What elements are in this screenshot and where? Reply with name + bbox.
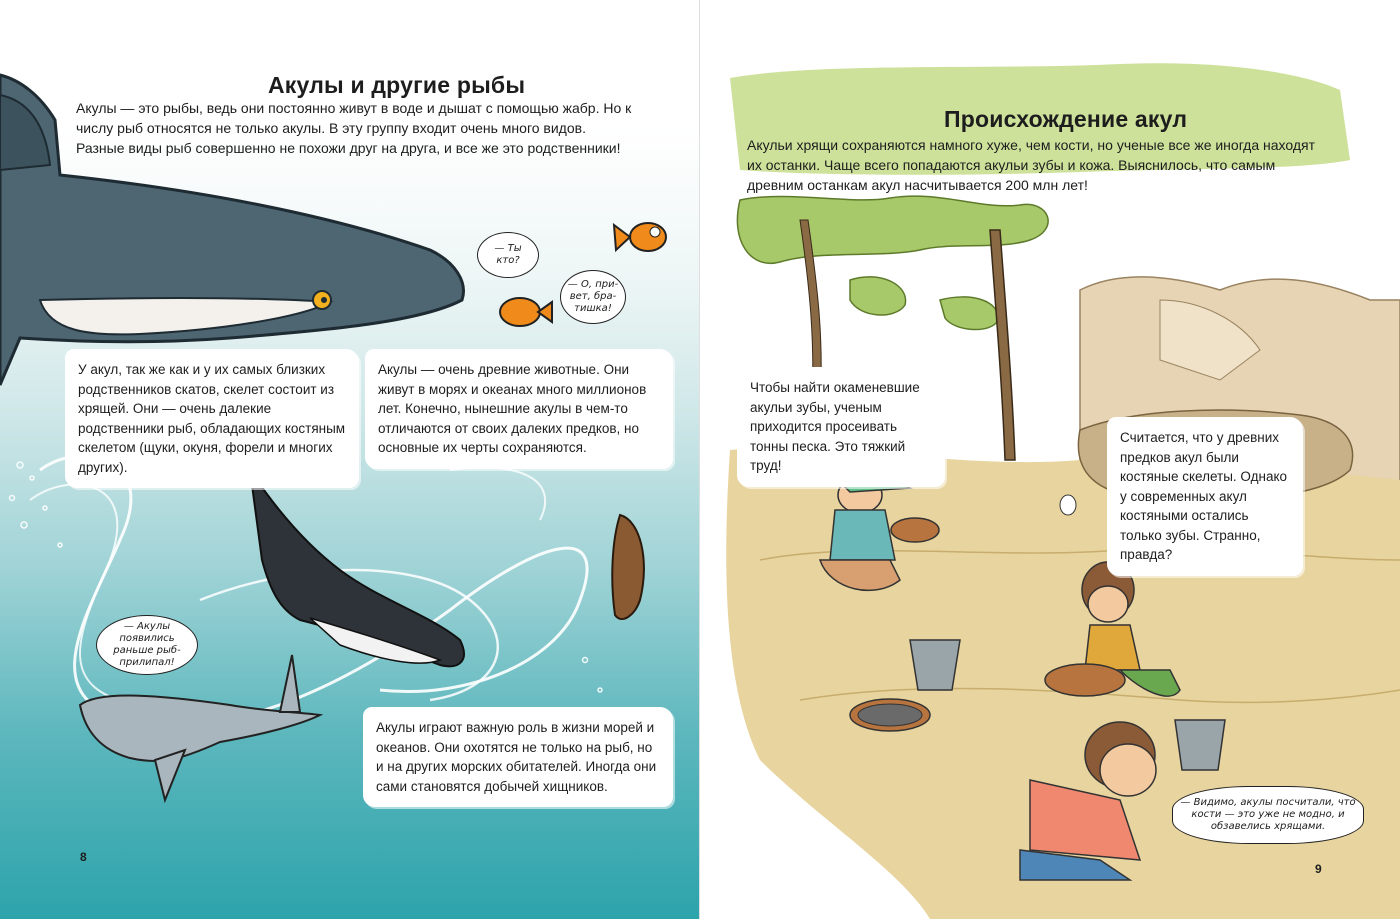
info-box-skeleton: У акул, так же как и у их самых близких родственников скатов, скелет состоит из хрящей. Они — очень далекие родственники рыб, обладающих костяным скелетом (щуки, окуня, форели и многих других). — [68, 352, 356, 485]
orange-fish-top — [614, 223, 666, 251]
info-box-skeletons: Считается, что у древних предков акул были костяные скелеты. Однако у современных акул костяными остались только зубы. Странно, правда? — [1110, 420, 1300, 573]
info-box-ancient: Акулы — очень древние животные. Они живут в морях и океанах много миллионов лет. Конечно, нынешние акулы в чем-то отличаются от своих далеких предков, но основные их черты сохраняются. — [368, 352, 670, 466]
info-box-sand: Чтобы найти окаменевшие акульи зубы, ученым приходится просеивать тонны песка. Это тяжкий труд! — [740, 370, 942, 484]
page-title: Акулы и другие рыбы — [268, 72, 526, 98]
page-title-right: Происхождение акул — [944, 106, 1188, 132]
speech-bubble-who: — Ты кто? — [477, 232, 539, 278]
orange-fish-small — [500, 298, 552, 326]
info-box-role: Акулы играют важную роль в жизни морей и океанов. Они охотятся не только на рыб, но и на других морских обитателей. Иногда они сами становятся добычей хищников. — [366, 710, 670, 804]
right-page — [700, 0, 1400, 919]
speech-bubble-bro: — О, при-вет, бра-тишка! — [560, 270, 626, 324]
page-number-right: 9 — [1315, 862, 1322, 876]
intro-text: Акулы — это рыбы, ведь они постоянно живут в воде и дышат с помощью жабр. Но к числу рыб относятся не только акулы. В эту группу входит очень много видов. Разные виды рыб совершенно не похожи друг на друга, и все же это родственники! — [76, 100, 632, 156]
page-number-left: 8 — [80, 850, 87, 864]
speech-bubble-cartilage: — Видимо, акулы посчитали, что кости — это уже не модно, и обзавелись хрящами. — [1172, 786, 1364, 844]
speech-bubble-remora: — Акулы появились раньше рыб-прилипал! — [96, 615, 198, 675]
intro-text-right: Акульи хрящи сохраняются намного хуже, чем кости, но ученые все же иногда находят их останки. Чаще всего попадаются акульи зубы и кожа. Выяснилось, что самым древним останкам акул насчитывается 200 млн лет! — [747, 137, 1316, 193]
